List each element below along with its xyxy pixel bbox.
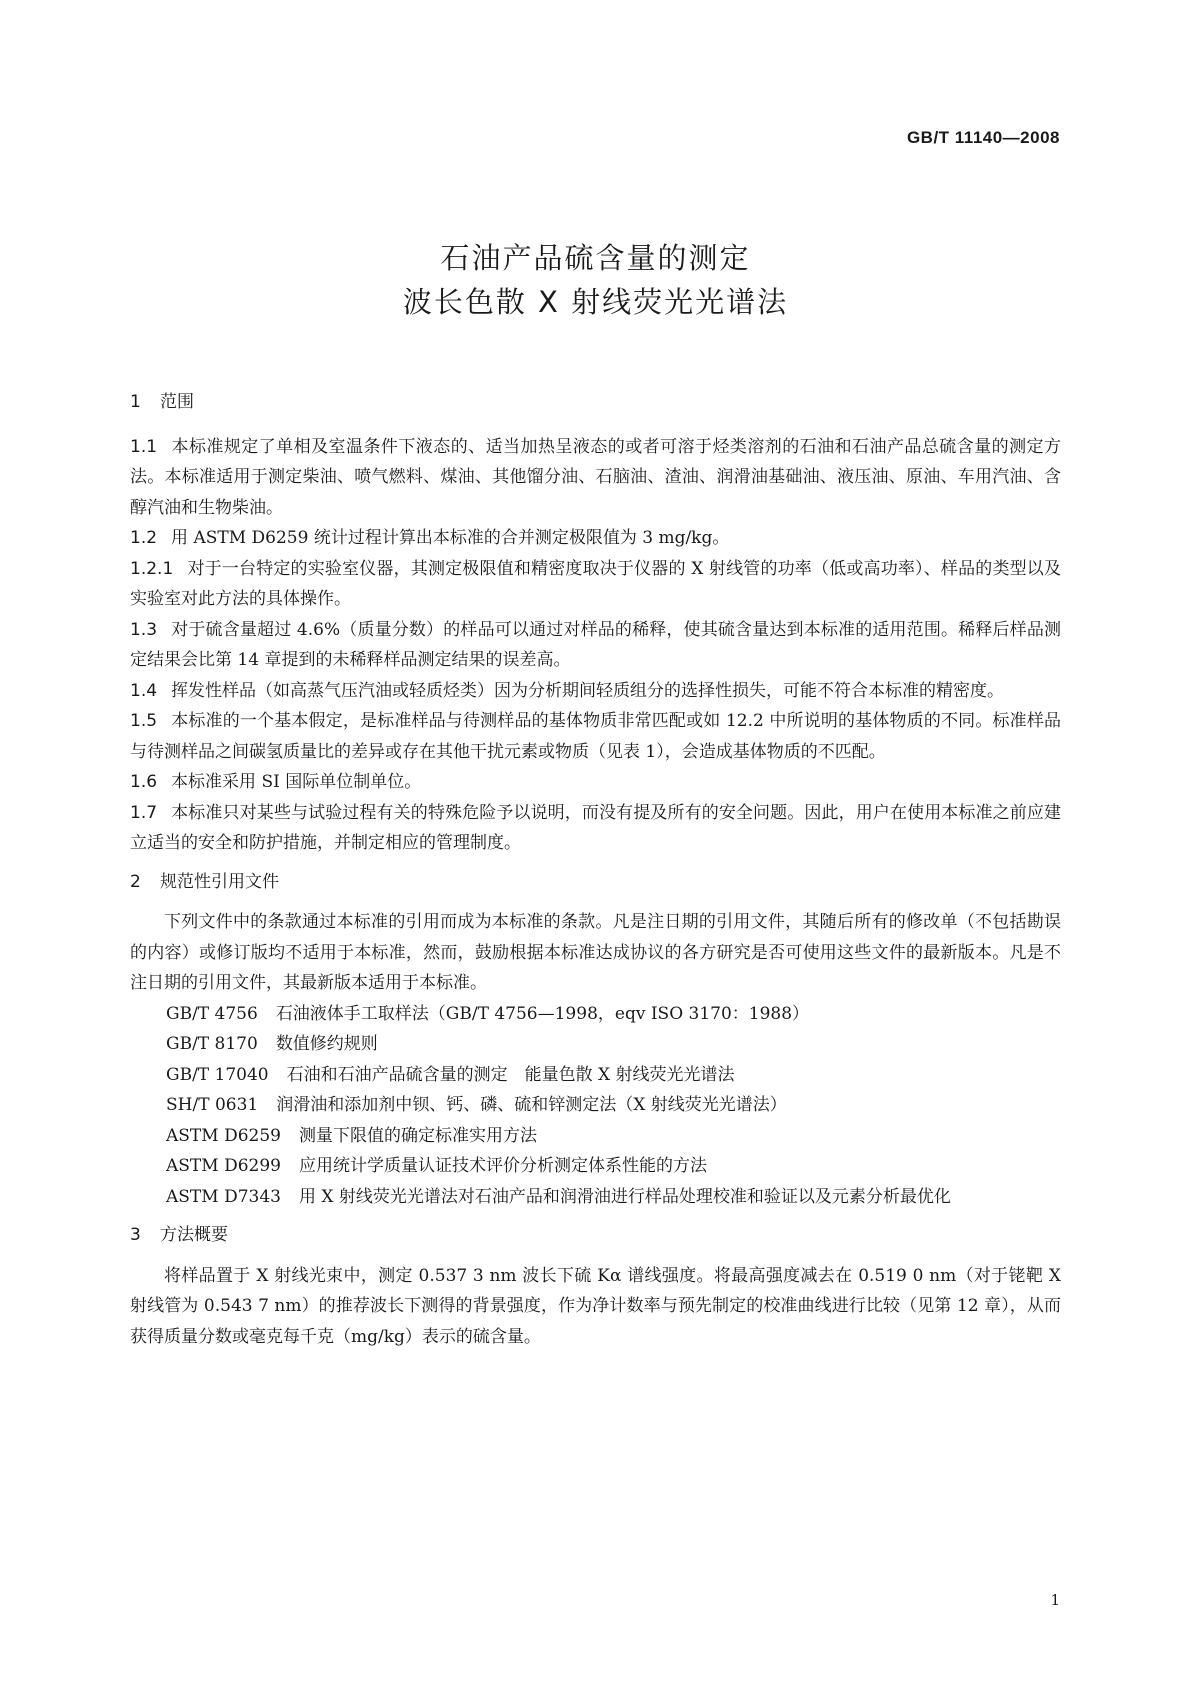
- reference-title: 用 X 射线荧光光谱法对石油产品和润滑油进行样品处理校准和验证以及元素分析最优化: [298, 1186, 951, 1207]
- reference-title: 石油液体手工取样法（GB/T 4756—1998，eqv ISO 3170：1988）: [275, 1003, 810, 1024]
- reference-code: ASTM D6259: [166, 1125, 281, 1146]
- references-intro: 下列文件中的条款通过本标准的引用而成为本标准的条款。凡是注日期的引用文件，其随后所有的修改单（不包括勘误的内容）或修订版均不适用于本标准，然而，鼓励根据本标准达成协议的各方研究是否可使用这些文件的最新版本。凡是不注日期的引用文件，其最新版本适用于本标准。: [130, 912, 1061, 993]
- reference-item: [130, 999, 1061, 1030]
- reference-title: 数值修约规则: [275, 1034, 378, 1054]
- reference-code: ASTM D7343: [166, 1186, 281, 1207]
- clause-number: 1.5: [130, 711, 158, 731]
- reference-item: [130, 1090, 1061, 1121]
- document-title: 石油产品硫含量的测定: [440, 241, 751, 275]
- clause-text: 本标准规定了单相及室温条件下液态的、适当加热呈液态的或者可溶于烃类溶剂的石油和石油产品总硫含量的测定方法。本标准适用于测定柴油、喷气燃料、煤油、其他馏分油、石脑油、渣油、润滑油基础油、液压油、原油、车用汽油、含醇汽油和生物柴油。: [130, 436, 1061, 518]
- clause-1-3: [130, 615, 1061, 676]
- section-number: 1: [130, 392, 141, 412]
- reference-item: [130, 1182, 1061, 1213]
- reference-title: 应用统计学质量认证技术评价分析测定体系性能的方法: [298, 1156, 707, 1176]
- section-title: 范围: [160, 392, 194, 412]
- clause-1-1: [130, 432, 1061, 524]
- reference-item: [130, 1121, 1061, 1152]
- section-title: 规范性引用文件: [160, 871, 279, 892]
- clause-1-5: [130, 706, 1061, 767]
- clause-text: 挥发性样品（如高蒸气压汽油或轻质烃类）因为分析期间轻质组分的选择性损失，可能不符合本标准的精密度。: [171, 680, 1005, 701]
- reference-title: 测量下限值的确定标准实用方法: [298, 1125, 537, 1146]
- clause-number: 1.6: [130, 772, 158, 792]
- clause-number: 1.2: [130, 528, 158, 548]
- reference-item: [130, 1029, 1061, 1060]
- section-number: 3: [130, 1225, 141, 1245]
- clause-text: 本标准采用 SI 国际单位制单位。: [171, 772, 422, 792]
- clause-text: 对于硫含量超过 4.6%（质量分数）的样品可以通过对样品的稀释，使其硫含量达到本标准的适用范围。稀释后样品测定结果会比第 14 章提到的未稀释样品测定结果的误差高。: [130, 619, 1061, 670]
- reference-code: GB/T 8170: [166, 1034, 258, 1054]
- clause-number: 1.4: [130, 680, 158, 701]
- reference-title: 石油和石油产品硫含量的测定 能量色散 X 射线荧光光谱法: [286, 1064, 735, 1085]
- method-summary-text: 将样品置于 X 射线光束中，测定 0.537 3 nm 波长下硫 Kα 谱线强度。将最高强度减去在 0.519 0 nm（对于铑靶 X 射线管为 0.543 7 nm）的推荐波长下测得的背景强度，作为净计数率与预先制定的校准曲线进行比较（见第 12 章），从而获得质量分数或毫克每千克（mg/kg）表示的硫含量。: [130, 1265, 1061, 1347]
- page-number: 1: [1050, 1591, 1060, 1609]
- clause-number: 1.3: [130, 619, 158, 640]
- reference-item: [130, 1151, 1061, 1182]
- reference-code: GB/T 4756: [166, 1003, 258, 1024]
- reference-code: GB/T 17040: [166, 1064, 269, 1085]
- clause-text: 用 ASTM D6259 统计过程计算出本标准的合并测定极限值为 3 mg/kg。: [171, 528, 730, 548]
- clause-text: 本标准的一个基本假定，是标准样品与待测样品的基体物质非常匹配或如 12.2 中所说明的基体物质的不同。标准样品与待测样品之间碳氢质量比的差异或存在其他干扰元素或物质（见表 1），会造成基体物质的不匹配。: [130, 711, 1061, 762]
- section-title: 方法概要: [160, 1225, 228, 1245]
- clause-1-6: [130, 767, 1061, 798]
- clause-number: 1.2.1: [130, 558, 174, 579]
- clause-1-7: [130, 798, 1061, 859]
- section-heading-method-summary: [130, 1220, 1061, 1251]
- clause-1-2: [130, 523, 1061, 554]
- section-heading-scope: [130, 387, 1061, 418]
- document-subtitle: 波长色散 X 射线荧光光谱法: [402, 285, 789, 319]
- reference-code: SH/T 0631: [166, 1095, 259, 1115]
- section-number: 2: [130, 871, 141, 892]
- section-heading-normative-references: [130, 867, 1061, 898]
- reference-item: [130, 1060, 1061, 1091]
- clause-text: 本标准只对某些与试验过程有关的特殊危险予以说明，而没有提及所有的安全问题。因此，用户在使用本标准之前应建立适当的安全和防护措施，并制定相应的管理制度。: [130, 802, 1061, 853]
- reference-code: ASTM D6299: [166, 1156, 281, 1176]
- document-body: [130, 387, 1061, 1352]
- reference-title: 润滑油和添加剂中钡、钙、磷、硫和锌测定法（X 射线荧光光谱法）: [276, 1095, 787, 1115]
- clause-1-4: [130, 676, 1061, 707]
- clause-number: 1.7: [130, 802, 158, 823]
- standard-code: GB/T 11140—2008: [906, 128, 1060, 147]
- clause-text: 对于一台特定的实验室仪器，其测定极限值和精密度取决于仪器的 X 射线管的功率（低或高功率）、样品的类型以及实验室对此方法的具体操作。: [130, 558, 1061, 609]
- clause-number: 1.1: [130, 436, 158, 457]
- clause-1-2-1: [130, 554, 1061, 615]
